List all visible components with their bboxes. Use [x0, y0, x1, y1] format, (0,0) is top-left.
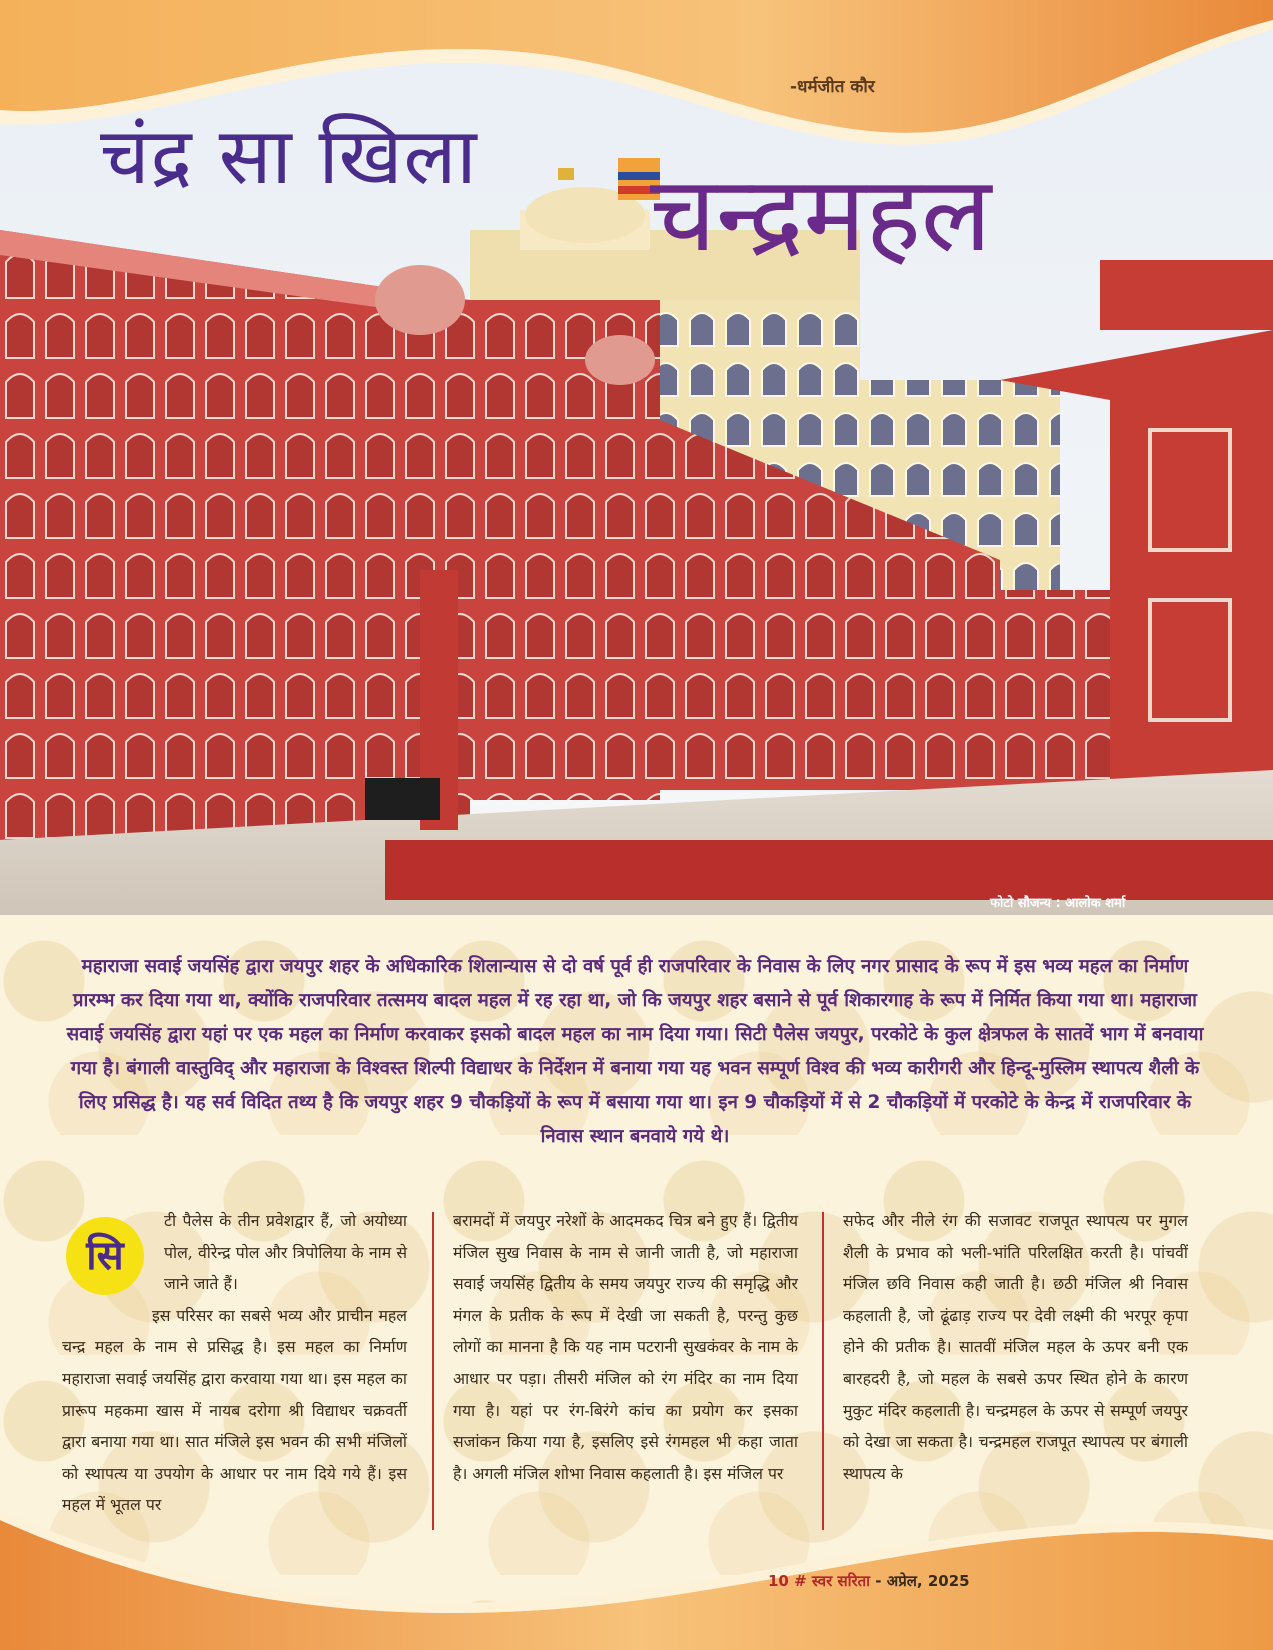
page-footer — [768, 1571, 970, 1591]
intro-paragraph: महाराजा सवाई जयसिंह द्वारा जयपुर शहर के अधिकारिक शिलान्यास से दो वर्ष पूर्व ही राजपरिवार के निवास के लिए नगर प्रासाद के रूप में इस भव्य महल का निर्माण प्रारम्भ कर दिया गया था, क्योंकि राजपरिवार तत्समय बादल महल में रह रहा था, जो कि जयपुर शहर बसाने से पूर्व शिकारगाह के रूप में निर्मित किया गया था। महाराजा सवाई जयसिंह द्वारा यहां पर एक महल का निर्माण करवाकर इसको बादल महल का नाम दिया गया। सिटी पैलेस जयपुर, परकोटे के कुल क्षेत्रफल के सातवें भाग में बनवाया गया है। बंगाली वास्तुविद् और महाराजा के विश्वस्त शिल्पी विद्याधर के निर्देशन में बनाया गया यह भवन सम्पूर्ण विश्व की भव्य कारीगरी और हिन्दू-मुस्लिम स्थापत्य शैली के लिए प्रसिद्ध है। यह सर्व विदित तथ्य है कि जयपुर शहर 9 चौकड़ियों के रूप में बसाया गया था। इन 9 चौकड़ियों में से 2 चौकड़ियों में परकोटे के केन्द्र में राजपरिवार के निवास स्थान बनवाये गये थे। — [66, 956, 1204, 1147]
issue-date: - अप्रेल, 2025 — [875, 1572, 970, 1590]
body-column-1 — [62, 1205, 407, 1521]
photo-credit: फोटो सौजन्य : आलोक शर्मा — [990, 896, 1126, 911]
magazine-name: स्वर सरिता — [811, 1572, 871, 1590]
column-1-lead: टी पैलेस के तीन प्रवेशद्वार हैं, जो अयोध्या पोल, वीरेन्द्र पोल और त्रिपोलिया के नाम से जाने जाते हैं। — [164, 1211, 407, 1294]
headline-part-2: चन्द्रमहल — [650, 153, 992, 275]
column-divider — [822, 1212, 824, 1530]
body-column-2 — [453, 1205, 798, 1489]
bottom-orange-wave — [0, 1500, 1273, 1650]
column-divider — [432, 1212, 434, 1530]
page-number: 10 # — [768, 1572, 807, 1590]
headline-part-1: चंद्र सा खिला — [100, 112, 478, 202]
author-byline: -धर्मजीत कौर — [790, 77, 875, 97]
column-1-text: इस परिसर का सबसे भव्य और प्राचीन महल चन्द्र महल के नाम से प्रसिद्ध है। इस महल का निर्माण महाराजा सवाई जयसिंह द्वारा करवाया गया था। इस महल का प्रारूप महकमा खास में नायब दरोगा श्री विद्याधर चक्रवर्ती द्वारा बनाया गया था। सात मंजिले इस भवन की सभी मंजिलों को स्थापत्य या उपयोग के आधार पर नाम दिये गये हैं। इस महल में भूतल पर — [62, 1305, 407, 1515]
drop-cap: सि — [66, 1217, 144, 1295]
column-3-text: सफेद और नीले रंग की सजावट राजपूत स्थापत्य पर मुगल शैली के प्रभाव को भली-भांति परिलक्षित करती है। पांचवीं मंजिल छवि निवास कही जाती है। छठी मंजिल श्री निवास कहलाती है, जो ढूंढाड़ राज्य पर देवी लक्ष्मी की भरपूर कृपा होने की प्रतीक है। सातवीं मंजिल महल के ऊपर बनी एक बारहदरी है, जो महल के सबसे ऊपर स्थित होने के कारण मुकुट मंदिर कहलाती है। चन्द्रमहल के ऊपर से सम्पूर्ण जयपुर को देखा जा सकता है। चन्द्रमहल राजपूत स्थापत्य पर बंगाली स्थापत्य के — [843, 1211, 1188, 1483]
column-2-text: बरामदों में जयपुर नरेशों के आदमकद चित्र बने हुए हैं। द्वितीय मंजिल सुख निवास के नाम से जानी जाती है, जो महाराजा सवाई जयसिंह द्वितीय के समय जयपुर राज्य की समृद्धि और मंगल के प्रतीक के रूप में देखी जा सकती है, परन्तु कुछ लोगों का मानना है कि यह नाम पटरानी सुखकंवर के नाम के आधार पर पड़ा। तीसरी मंजिल को रंग मंदिर का नाम दिया गया है। यहां पर रंग-बिरंगे कांच का प्रयोग कर इसका सजांकन किया गया है, इसलिए इसे रंगमहल भी कहा जाता है। अगली मंजिल शोभा निवास कहलाती है। इस मंजिल पर — [453, 1211, 798, 1483]
body-column-3 — [843, 1205, 1188, 1489]
